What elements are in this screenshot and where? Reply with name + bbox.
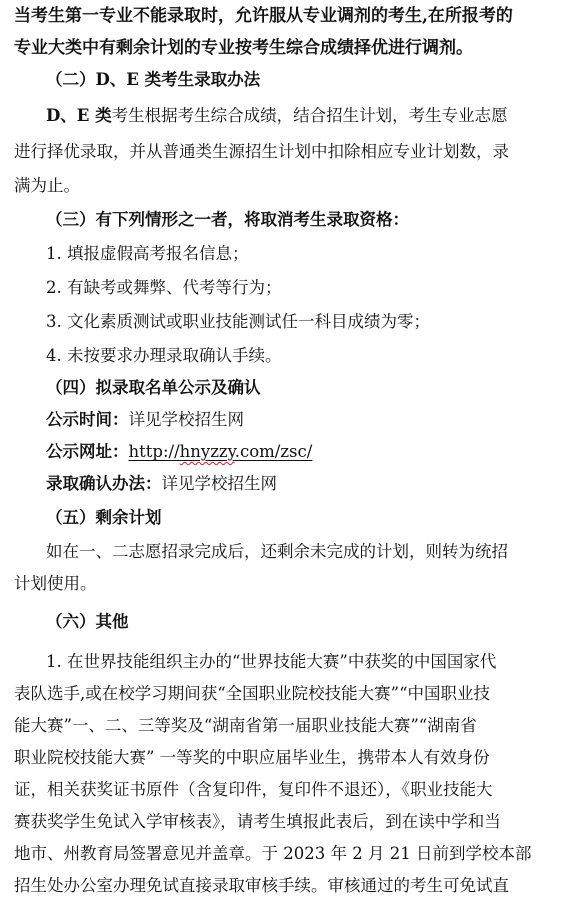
- category-label: D、E 类: [46, 106, 112, 125]
- section-heading-6: （六）其他: [46, 612, 129, 631]
- admission-confirm-label: 录取确认办法：: [46, 474, 162, 493]
- publicity-url: [46, 436, 312, 468]
- paragraph-line-1: 当考生第一专业不能录取时，允许服从专业调剂的考生,在所报考的: [14, 6, 513, 26]
- list-item-3: 3. 文化素质测试或职业技能测试任一科目成绩为零；: [46, 312, 430, 331]
- paragraph-5-line-2: 计划使用。: [14, 574, 97, 593]
- paragraph-2-text: 考生根据考生综合成绩，结合招生计划，考生专业志愿: [111, 106, 508, 125]
- url-prefix: http://: [128, 442, 180, 461]
- paragraph-line-2: 专业大类中有剩余计划的专业按考生综合成绩择优进行调剂。: [14, 38, 473, 58]
- paragraph-2-line-2: 进行择优录取，并从普通类生源招生计划中扣除相应专业计划数，录: [14, 142, 509, 161]
- paragraph-2-line-1: [46, 100, 508, 132]
- section-heading-4: （四）拟录取名单公示及确认: [46, 378, 261, 397]
- paragraph-6-line-1: 1. 在世界技能组织主办的“世界技能大赛”中获奖的中国国家代: [46, 652, 497, 671]
- paragraph-6-line-3: 能大赛”一、二、三等奖及“湖南省第一届职业技能大赛”“湖南省: [14, 716, 477, 735]
- paragraph-6-line-4: 职业院校技能大赛” 一等奖的中职应届毕业生，携带本人有效身份: [14, 748, 490, 767]
- publicity-url-link[interactable]: [129, 442, 313, 461]
- admission-confirm-value: 详见学校招生网: [161, 474, 277, 493]
- list-item-4: 4. 未按要求办理录取确认手续。: [46, 346, 282, 365]
- publicity-url-label: 公示网址：: [46, 442, 129, 461]
- paragraph-2-line-3: 满为止。: [14, 176, 80, 195]
- paragraph-6-line-7: 地市、州教育局签署意见并盖章。于 2023 年 2 月 21 日前到学校本部: [14, 844, 532, 863]
- section-heading-5: （五）剩余计划: [46, 508, 162, 527]
- list-item-2: 2. 有缺考或舞弊、代考等行为；: [46, 278, 282, 297]
- paragraph-6-line-8: 招生处办公室办理免试直接录取审核手续。审核通过的考生可免试直: [14, 876, 509, 895]
- section-heading-2: （二）D、E 类考生录取办法: [46, 70, 261, 89]
- publicity-time-value: 详见学校招生网: [128, 410, 244, 429]
- paragraph-6-line-6: 赛获奖学生免试入学审核表》，请考生填报此表后，到在读中学和当: [14, 812, 501, 831]
- paragraph-6-line-5: 证，相关获奖证书原件（含复印件，复印件不退还），《职业技能大: [14, 780, 493, 799]
- admission-confirm: [46, 468, 277, 500]
- paragraph-5-line-1: 如在一、二志愿招录完成后，还剩余未完成的计划，则转为统招: [46, 542, 508, 561]
- list-item-1: 1. 填报虚假高考报名信息；: [46, 244, 249, 263]
- url-suffix: .com/zsc/: [234, 442, 313, 461]
- section-heading-3: （三）有下列情形之一者，将取消考生录取资格：: [46, 210, 409, 229]
- paragraph-6-line-2: 表队选手,或在校学习期间获“全国职业院校技能大赛”“中国职业技: [14, 684, 491, 703]
- url-domain: hnyzzy: [179, 442, 235, 461]
- publicity-time-label: 公示时间：: [46, 410, 129, 429]
- publicity-time: [46, 404, 244, 436]
